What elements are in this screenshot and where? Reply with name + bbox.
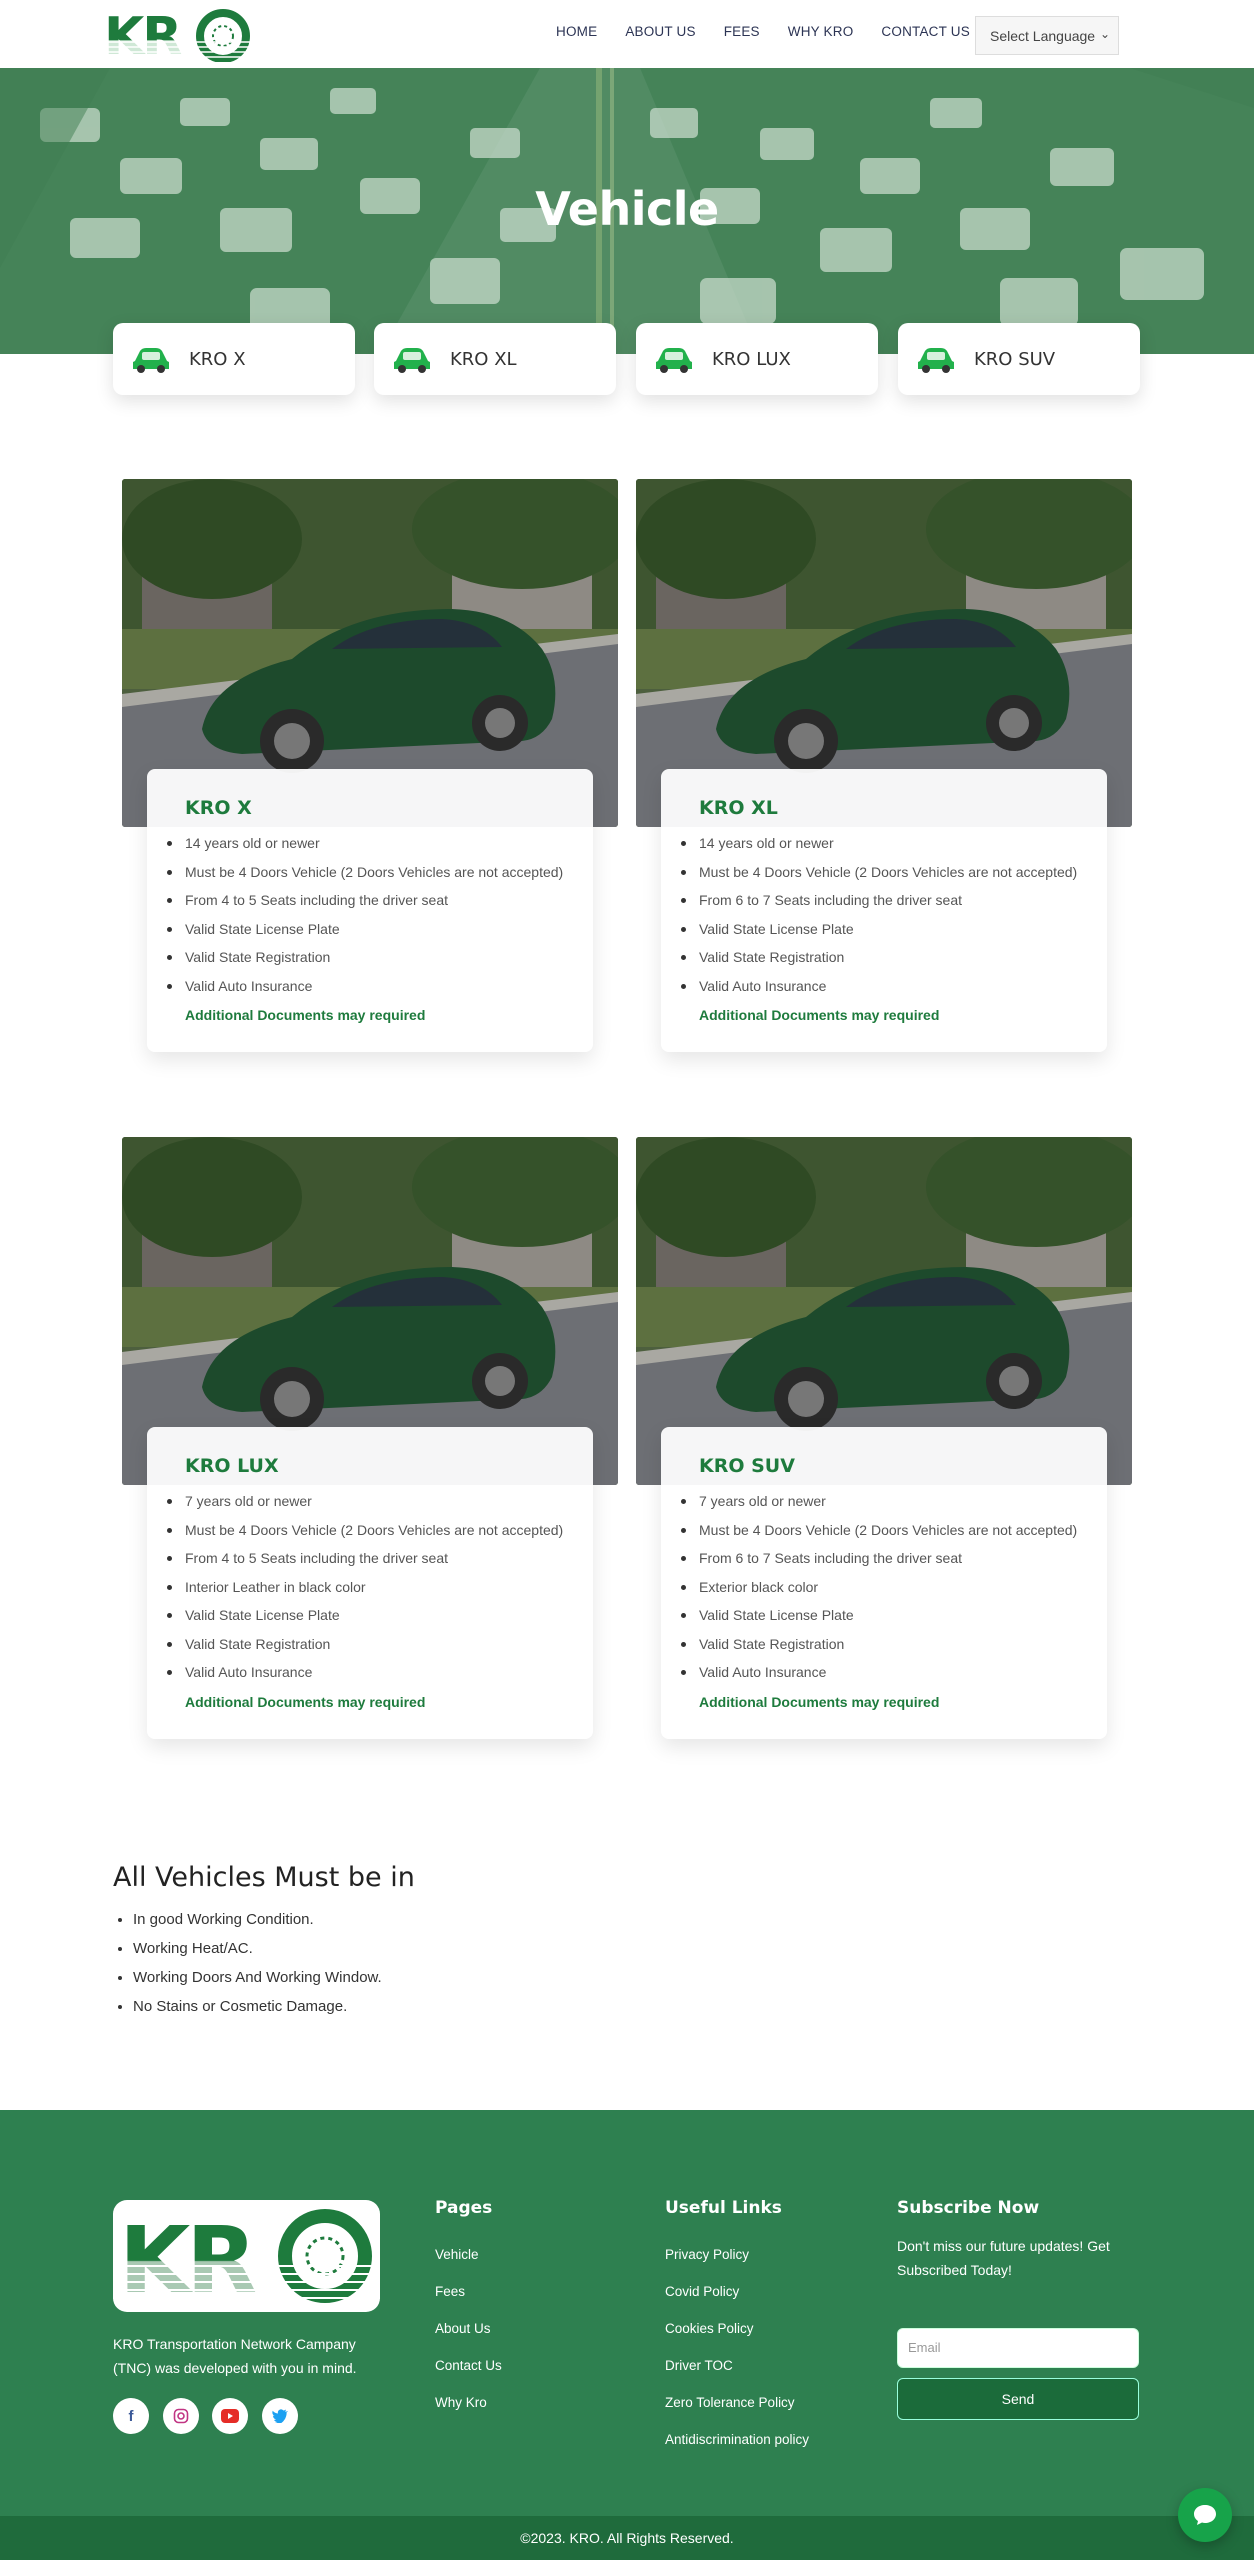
requirement-item: 7 years old or newer <box>699 1487 1089 1516</box>
requirement-item: Valid State Registration <box>185 1630 575 1659</box>
vehicle-conditions-section <box>113 1862 415 2021</box>
requirement-item: Valid State License Plate <box>185 915 575 944</box>
svg-text:KR: KR <box>104 7 181 62</box>
additional-documents-note: Additional Documents may required <box>185 1007 426 1023</box>
column-title: Pages <box>435 2198 493 2218</box>
requirement-item: Must be 4 Doors Vehicle (2 Doors Vehicles are not accepted) <box>699 1516 1089 1545</box>
condition-item: • Working Doors And Working Window. <box>133 1963 415 1992</box>
kro-logo[interactable] <box>104 6 250 62</box>
email-input[interactable]: Email <box>897 2328 1139 2368</box>
conditions-list <box>113 1905 415 2021</box>
section-title: All Vehicles Must be in <box>113 1862 415 1893</box>
requirement-item: Valid State License Plate <box>185 1601 575 1630</box>
footer-link-cookies-policy[interactable]: Cookies Policy <box>665 2321 754 2336</box>
hero-banner <box>0 68 1254 354</box>
nav-contact-us[interactable]: CONTACT US <box>881 24 970 39</box>
footer-link-driver-toc[interactable]: Driver TOC <box>665 2358 733 2373</box>
tab-kro-xl[interactable] <box>374 323 616 395</box>
requirements-list <box>185 1487 575 1687</box>
vehicle-info-panel <box>661 1427 1107 1739</box>
tab-label: KRO LUX <box>712 348 791 370</box>
footer-subscribe-column <box>897 2198 1147 2282</box>
condition-item: • Working Heat/AC. <box>133 1934 415 1963</box>
requirement-item: 7 years old or newer <box>185 1487 575 1516</box>
requirements-list <box>699 829 1089 1000</box>
additional-documents-note: Additional Documents may required <box>699 1693 940 1710</box>
vehicle-info-panel <box>147 1427 593 1739</box>
column-title: Useful Links <box>665 2198 782 2218</box>
car-icon <box>131 345 171 373</box>
requirement-item: Must be 4 Doors Vehicle (2 Doors Vehicles are not accepted) <box>185 858 575 887</box>
chat-bubble-icon <box>1192 2502 1218 2528</box>
footer-link-privacy-policy[interactable]: Privacy Policy <box>665 2247 750 2262</box>
footer-link-about-us[interactable]: About Us <box>435 2321 491 2336</box>
footer-link-why-kro[interactable]: Why Kro <box>435 2395 487 2410</box>
vehicle-name: KRO X <box>185 797 252 819</box>
page-title: Vehicle <box>535 182 719 236</box>
requirement-item: Valid Auto Insurance <box>185 972 575 1001</box>
condition-item: • No Stains or Cosmetic Damage. <box>133 1992 415 2021</box>
footer-description: KRO Transportation Network Campany (TNC) was developed with you in mind. <box>113 2336 357 2376</box>
vehicle-name: KRO XL <box>699 797 778 819</box>
send-button[interactable]: Send <box>897 2378 1139 2420</box>
requirement-item: From 4 to 5 Seats including the driver seat <box>185 886 575 915</box>
requirement-item: Valid State License Plate <box>699 1601 1089 1630</box>
nav-home[interactable]: HOME <box>556 24 598 39</box>
nav-why-kro[interactable]: WHY KRO <box>787 24 854 39</box>
youtube-icon[interactable] <box>212 2398 248 2434</box>
requirement-item: From 4 to 5 Seats including the driver seat <box>185 1544 575 1573</box>
requirement-item: Must be 4 Doors Vehicle (2 Doors Vehicles are not accepted) <box>185 1516 575 1545</box>
footer-link-vehicle[interactable]: Vehicle <box>435 2247 479 2262</box>
requirements-list <box>185 829 575 1000</box>
requirement-item: From 6 to 7 Seats including the driver seat <box>699 1544 1089 1573</box>
nav-about-us[interactable]: ABOUT US <box>625 24 696 39</box>
language-select-value: Select Language <box>990 27 1096 44</box>
vehicle-name: KRO LUX <box>185 1455 279 1477</box>
vehicle-info-panel <box>661 769 1107 1052</box>
main-nav <box>556 24 998 39</box>
chat-button[interactable] <box>1178 2488 1232 2542</box>
twitter-icon[interactable] <box>262 2398 298 2434</box>
footer-link-antidiscrimination[interactable]: Antidiscrimination policy <box>665 2432 810 2447</box>
requirement-item: 14 years old or newer <box>699 829 1089 858</box>
footer-link-zero-tolerance[interactable]: Zero Tolerance Policy <box>665 2395 795 2410</box>
tab-kro-suv[interactable] <box>898 323 1140 395</box>
vehicle-info-panel <box>147 769 593 1052</box>
requirement-item: Exterior black color <box>699 1573 1089 1602</box>
tab-label: KRO X <box>189 348 246 370</box>
tab-label: KRO SUV <box>974 348 1056 370</box>
requirement-item: From 6 to 7 Seats including the driver seat <box>699 886 1089 915</box>
subscribe-text: Don't miss our future updates! Get Subscribed Today! <box>897 2238 1110 2278</box>
chevron-down-icon: ⌄ <box>1099 27 1110 41</box>
requirement-item: Interior Leather in black color <box>185 1573 575 1602</box>
condition-item: • In good Working Condition. <box>133 1905 415 1934</box>
car-icon <box>916 345 956 373</box>
site-header <box>0 0 1254 68</box>
nav-fees[interactable]: FEES <box>723 24 760 39</box>
footer-pages-column <box>435 2198 502 2421</box>
facebook-icon[interactable]: f <box>113 2398 149 2434</box>
vehicle-name: KRO SUV <box>699 1455 795 1477</box>
column-title: Subscribe Now <box>897 2198 1040 2218</box>
footer-link-contact-us[interactable]: Contact Us <box>435 2358 502 2373</box>
language-select[interactable] <box>975 16 1119 55</box>
requirements-list <box>699 1487 1089 1687</box>
requirement-item: Valid Auto Insurance <box>699 972 1089 1001</box>
copyright-text: ©2023. KRO. All Rights Reserved. <box>520 2530 734 2546</box>
requirement-item: 14 years old or newer <box>185 829 575 858</box>
footer-link-covid-policy[interactable]: Covid Policy <box>665 2284 740 2299</box>
additional-documents-note: Additional Documents may required <box>699 1007 940 1023</box>
tab-kro-lux[interactable] <box>636 323 878 395</box>
requirement-item: Valid State Registration <box>699 943 1089 972</box>
car-icon <box>392 345 432 373</box>
car-icon <box>654 345 694 373</box>
tab-label: KRO XL <box>450 348 517 370</box>
instagram-icon[interactable] <box>163 2398 199 2434</box>
additional-documents-note: Additional Documents may required <box>185 1693 426 1710</box>
svg-text:KR: KR <box>119 2207 254 2312</box>
footer-logo[interactable] <box>113 2200 380 2312</box>
footer-link-fees[interactable]: Fees <box>435 2284 466 2299</box>
requirement-item: Valid State Registration <box>699 1630 1089 1659</box>
requirement-item: Valid State Registration <box>185 943 575 972</box>
requirement-item: Must be 4 Doors Vehicle (2 Doors Vehicles are not accepted) <box>699 858 1089 887</box>
requirement-item: Valid Auto Insurance <box>699 1658 1089 1687</box>
footer-useful-links-column <box>665 2198 809 2458</box>
tab-kro-x[interactable] <box>113 323 355 395</box>
requirement-item: Valid State License Plate <box>699 915 1089 944</box>
requirement-item: Valid Auto Insurance <box>185 1658 575 1687</box>
site-footer <box>0 2110 1254 2516</box>
copyright-bar <box>0 2516 1254 2560</box>
